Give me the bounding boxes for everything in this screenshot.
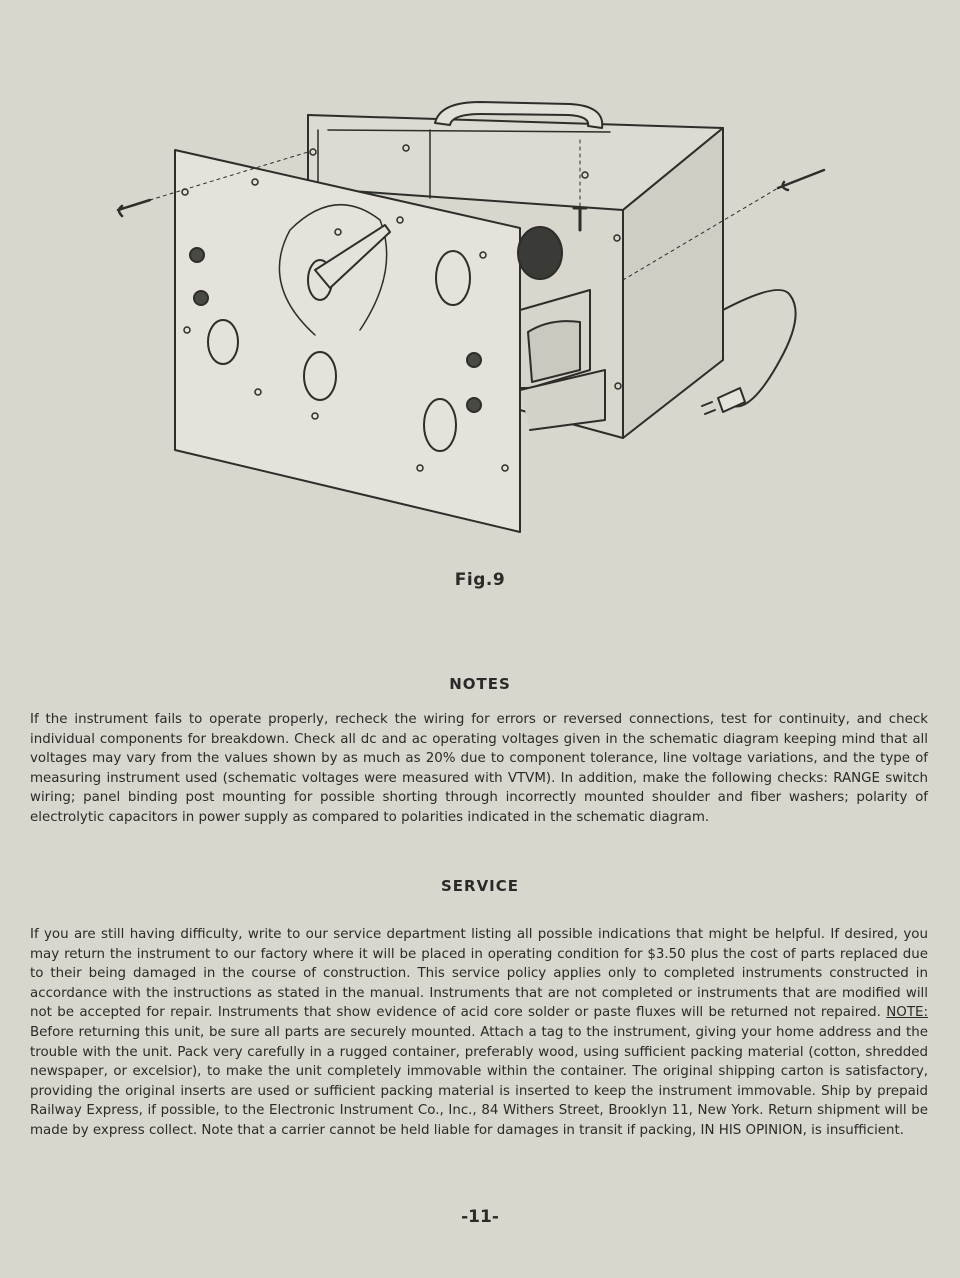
power-plug	[702, 388, 745, 414]
binding-post-3	[467, 353, 481, 367]
binding-post-1	[190, 248, 204, 262]
service-paragraph	[30, 925, 928, 1141]
service-heading: SERVICE	[440, 877, 520, 895]
control-knob-right	[424, 399, 456, 451]
control-knob-center	[304, 352, 336, 400]
power-cord	[723, 290, 796, 407]
meter-jack-large	[436, 251, 470, 305]
control-knob-left	[208, 320, 238, 364]
notes-paragraph: If the instrument fails to operate properly, recheck the wiring for errors or reversed connections, test for continuity, and check individual components for breakdown. Check all dc and ac operating voltages given in the schematic diagram keeping mind that all voltages may vary from the values shown by as much as 20% due to component tolerance, line voltage variations, and the type of measuring instrument used (schematic voltages were measured with VTVM). In addition, make the following checks: RANGE switch wiring; panel binding post mounting for possible shorting through incorrectly mounted shoulder and fiber washers; polarity of electrolytic capacitors in power supply as compared to polarities indicated in the schematic diagram.	[30, 712, 928, 825]
right-screw	[778, 170, 824, 190]
figure-caption: Fig.9	[454, 570, 506, 590]
note-label: NOTE:	[886, 1005, 928, 1021]
range-knob	[518, 227, 562, 279]
top-screw	[574, 208, 586, 230]
instrument-exploded-view-illustration	[90, 70, 850, 550]
left-screw	[118, 200, 150, 216]
service-text-part2: Before returning this unit, be sure all parts are securely mounted. Attach a tag to the instrument, giving your home address and the trouble with the unit. Pack very carefully in a rugged container, preferably wood, using sufficient packing material (cotton, shredded newspaper, or excelsior), to make the unit completely immovable within the container. The original shipping carton is satisfactory, providing the original inserts are used or sufficient packing material is inserted to keep the instrument immovable. Ship by prepaid Railway Express, if possible, to the Electronic Instrument Co., Inc., 84 Withers Street, Brooklyn 11, New York. Return shipment will be made by express collect. Note that a carrier cannot be held liable for damages in transit if packing, IN HIS OPINION, is insufficient.	[30, 1024, 928, 1138]
binding-post-4	[467, 398, 481, 412]
page-number: -11-	[461, 1207, 499, 1227]
binding-post-2	[194, 291, 208, 305]
service-text-part1: If you are still having difficulty, write to our service department listing all possible indications that might be helpful. If desired, you may return the instrument to our factory where it will be placed in operating condition for $3.50 plus the cost of parts replaced due to their being damaged in the course of construction. This service policy applies only to completed instruments constructed in accordance with the instructions as stated in the manual. Instruments that are not completed or instruments that are modified will not be accepted for repair. Instruments that show evidence of acid core solder or paste fluxes will be returned not repaired.	[30, 927, 928, 1021]
notes-heading: NOTES	[449, 675, 511, 693]
